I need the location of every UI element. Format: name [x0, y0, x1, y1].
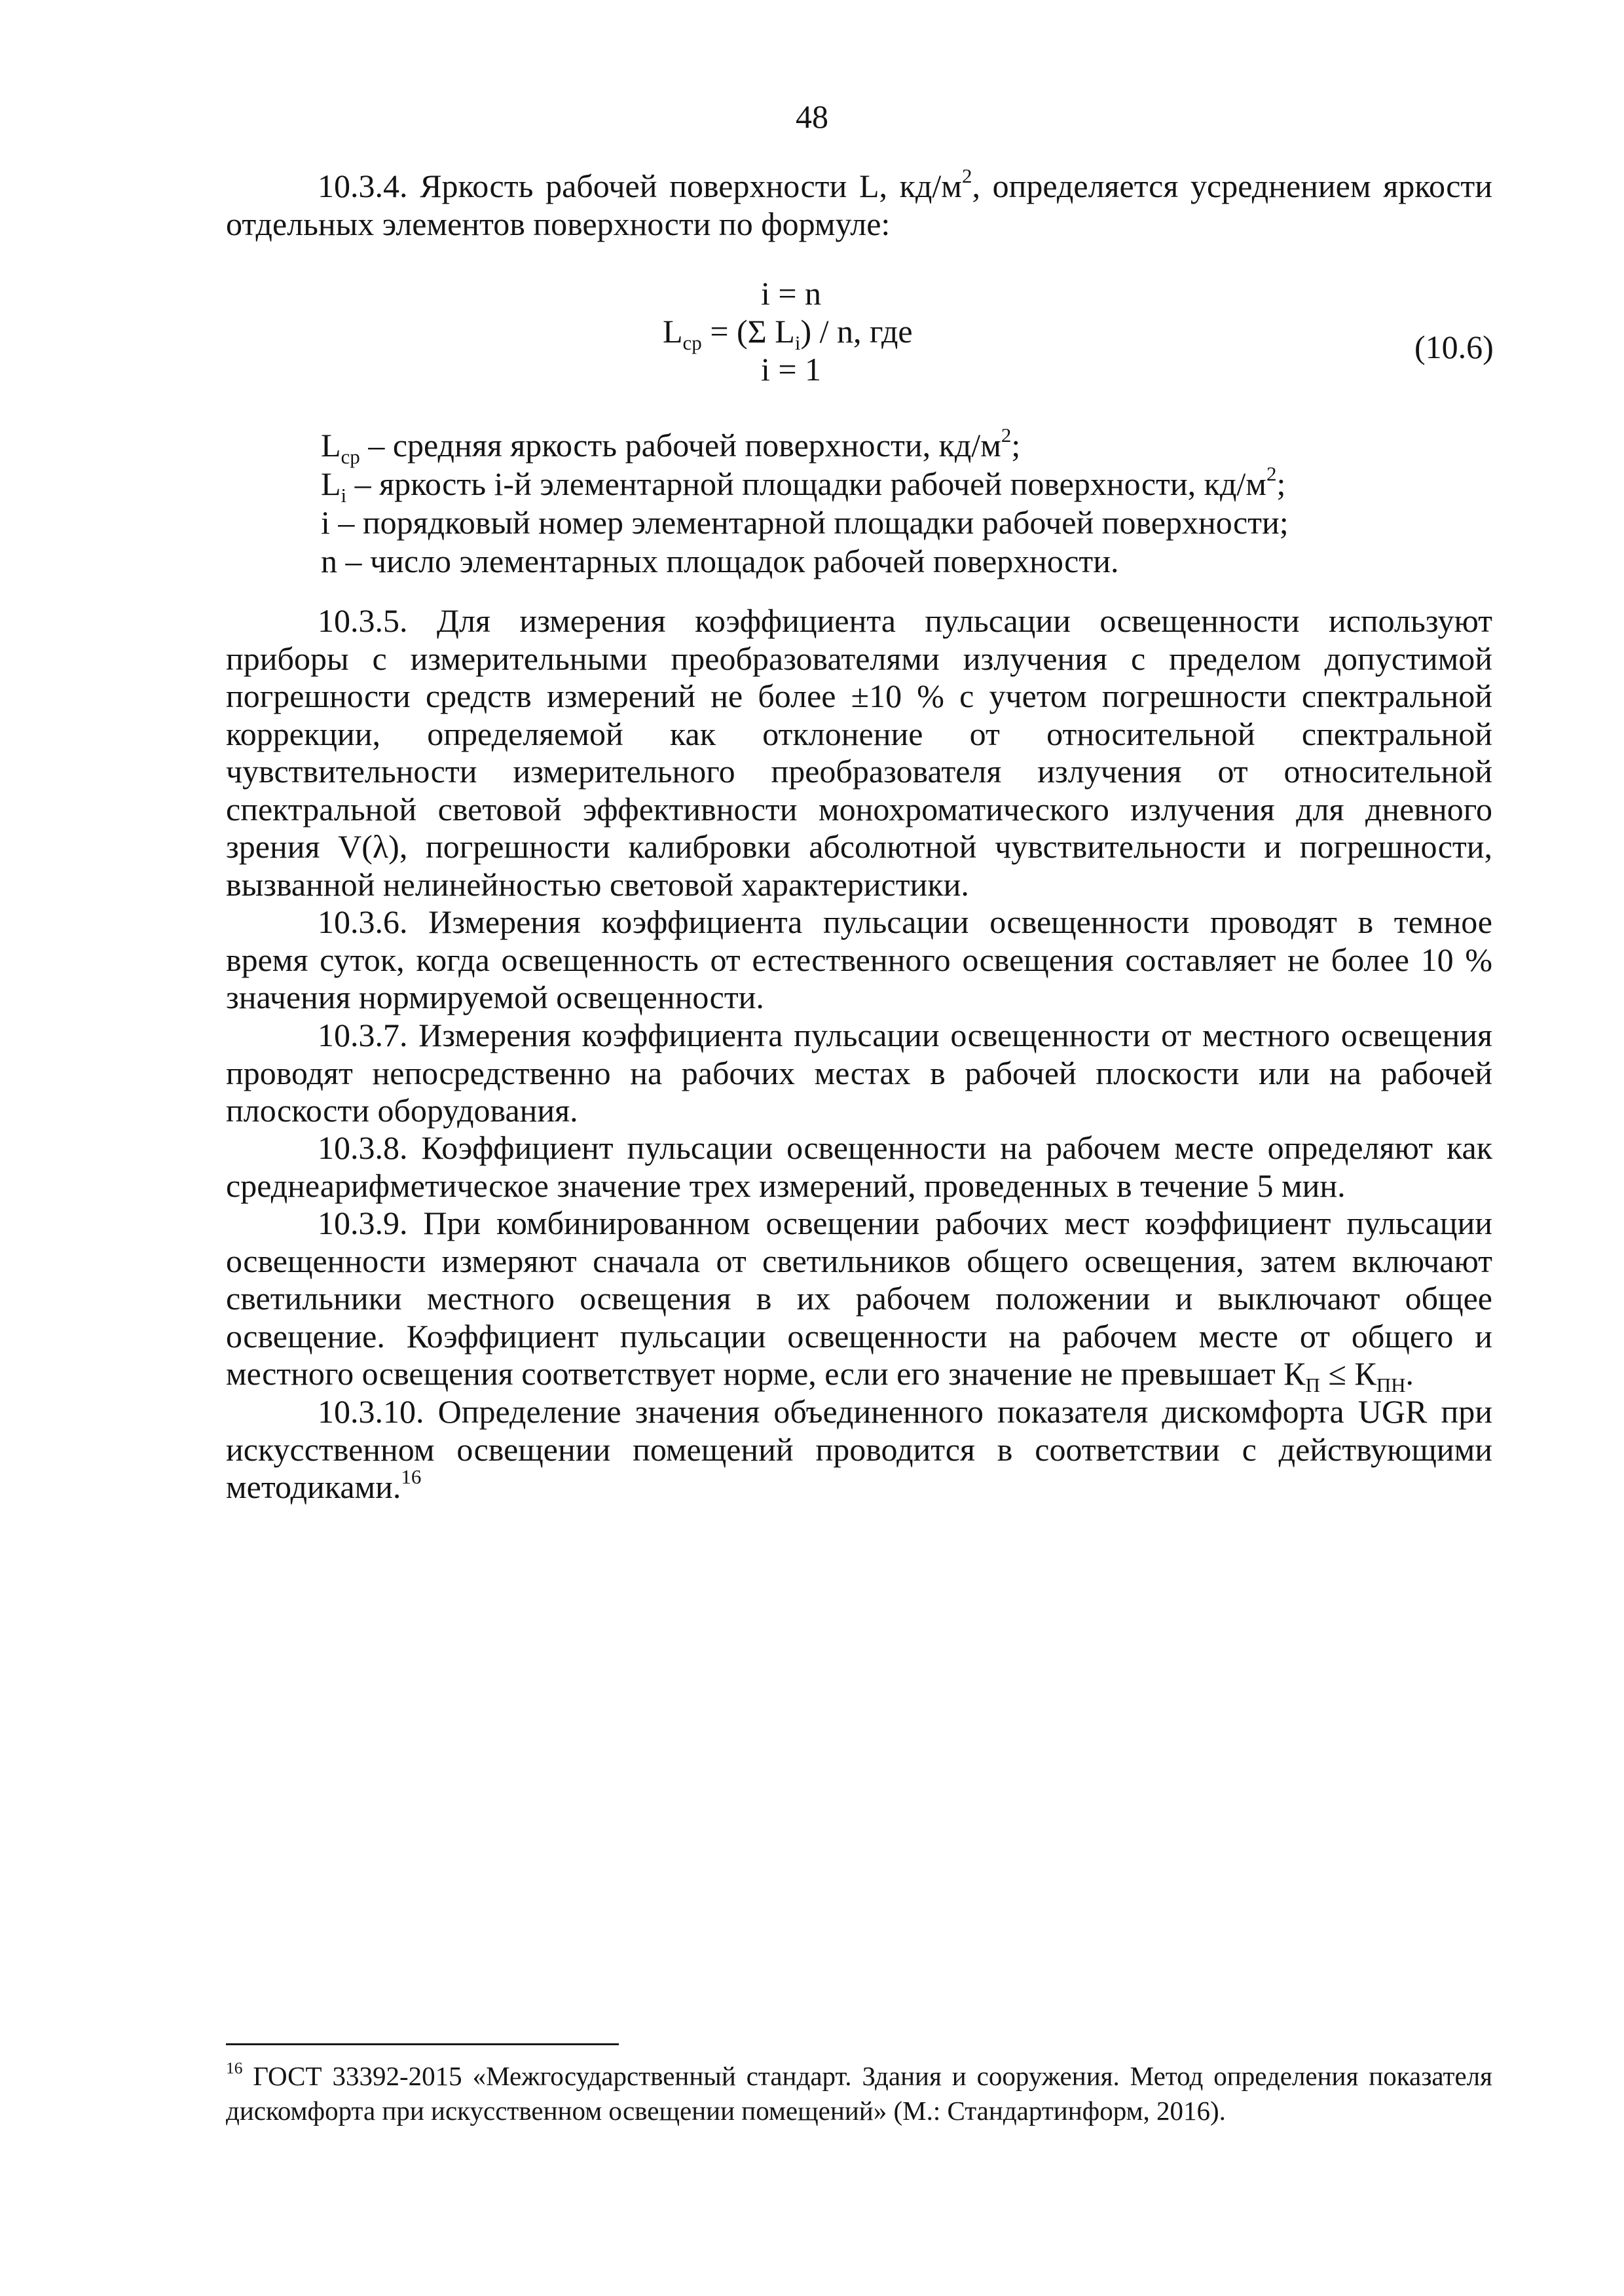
footnote-separator — [226, 2043, 619, 2045]
paragraph-10-3-10 — [226, 1393, 1492, 1506]
formula-lower-limit: i = 1 — [760, 351, 822, 388]
paragraph-10-3-5: 10.3.5. Для измерения коэффициента пульсации освещенности используют приборы с измерительными преобразователями излучения с пределом допустимой погрешности средств измерений не более ±10 % с учетом погрешности спектральной коррекции, определяемой как отклонение от относительной спектральной чувствительности измерительного преобразователя излучения от относительной спектральной световой эффективности монохроматического излучения для дневного зрения V(λ), погрешности калибровки абсолютной чувствительности и погрешности, вызванной нелинейностью световой характеристики. — [226, 602, 1492, 903]
footnote-reference: 16 — [401, 1465, 422, 1488]
punct: ; — [1011, 427, 1021, 464]
paragraph-10-3-7: 10.3.7. Измерения коэффициента пульсации освещенности от местного освещения проводят непосредственно на рабочих местах в рабочей плоскости или на рабочей плоскости оборудования. — [226, 1017, 1492, 1129]
paragraph-text: , определяется усреднением яркости отдельных элементов поверхности по формуле: — [226, 168, 1492, 242]
paragraph-10-3-9 — [226, 1205, 1492, 1396]
superscript: 2 — [1266, 462, 1277, 485]
definition-lcp — [321, 423, 1021, 468]
symbol: L — [321, 427, 341, 464]
formula-lhs-sub: ср — [682, 331, 702, 354]
paragraph-10-3-8: 10.3.8. Коэффициент пульсации освещенности на рабочем месте определяют как среднеарифметическое значение трех измерений, проведенных в течение 5 мин. — [226, 1129, 1492, 1204]
formula-expression — [663, 312, 913, 354]
formula-number: (10.6) — [1414, 329, 1494, 365]
definition-text: – средняя яркость рабочей поверхности, кд/м — [360, 427, 1001, 464]
page-number: 48 — [796, 98, 828, 135]
symbol-sub: i — [341, 484, 347, 507]
formula-upper-limit: i = n — [760, 275, 822, 312]
symbol: L — [321, 465, 341, 502]
definition-li — [321, 462, 1286, 507]
paragraph-text: 10.3.10. Определение значения объединенного показателя дискомфорта UGR при искусственном освещении помещений проводится в соответствии с действующими методиками. — [226, 1393, 1492, 1505]
footnote-text: ГОСТ 33392-2015 «Межгосударственный стандарт. Здания и сооружения. Метод определения показателя дискомфорта при искусственном освещении помещений» (М.: Стандартинформ, 2016). — [226, 2061, 1492, 2126]
superscript: 2 — [1001, 423, 1012, 446]
formula-lhs: L — [663, 313, 683, 350]
paragraph-text: ≤ К — [1320, 1355, 1376, 1392]
punct: . — [1405, 1355, 1414, 1392]
formula-rhs-end: ) / n, где — [800, 313, 913, 350]
subscript: П — [1305, 1374, 1320, 1396]
formula-rhs: = (Σ L — [701, 313, 795, 350]
definition-i: i – порядковый номер элементарной площадки рабочей поверхности; — [321, 504, 1289, 541]
footnote-mark: 16 — [226, 2058, 243, 2077]
definition-n: n – число элементарных площадок рабочей поверхности. — [321, 543, 1119, 579]
superscript: 2 — [961, 164, 972, 187]
definition-text: – яркость i-й элементарной площадки рабочей поверхности, кд/м — [346, 465, 1266, 502]
paragraph-text: 10.3.9. При комбинированном освещении рабочих мест коэффициент пульсации освещенности измеряют сначала от светильников общего освещения, затем включают светильники местного освещения в их рабочем положении и выключают общее освещение. Коэффициент пульсации освещенности на рабочем месте от общего и местного освещения соответствует норме, если его значение не превышает К — [226, 1205, 1492, 1392]
footnote — [226, 2059, 1492, 2128]
punct: ; — [1276, 465, 1286, 502]
paragraph-text: 10.3.4. Яркость рабочей поверхности L, кд/м — [318, 168, 962, 204]
paragraph-10-3-4 — [226, 164, 1492, 243]
paragraph-10-3-6: 10.3.6. Измерения коэффициента пульсации освещенности проводят в темное время суток, когда освещенность от естественного освещения составляет не более 10 % значения нормируемой освещенности. — [226, 903, 1492, 1015]
symbol-sub: ср — [341, 445, 360, 468]
subscript: ПН — [1376, 1374, 1406, 1396]
formula-rhs-sub: i — [794, 331, 801, 354]
